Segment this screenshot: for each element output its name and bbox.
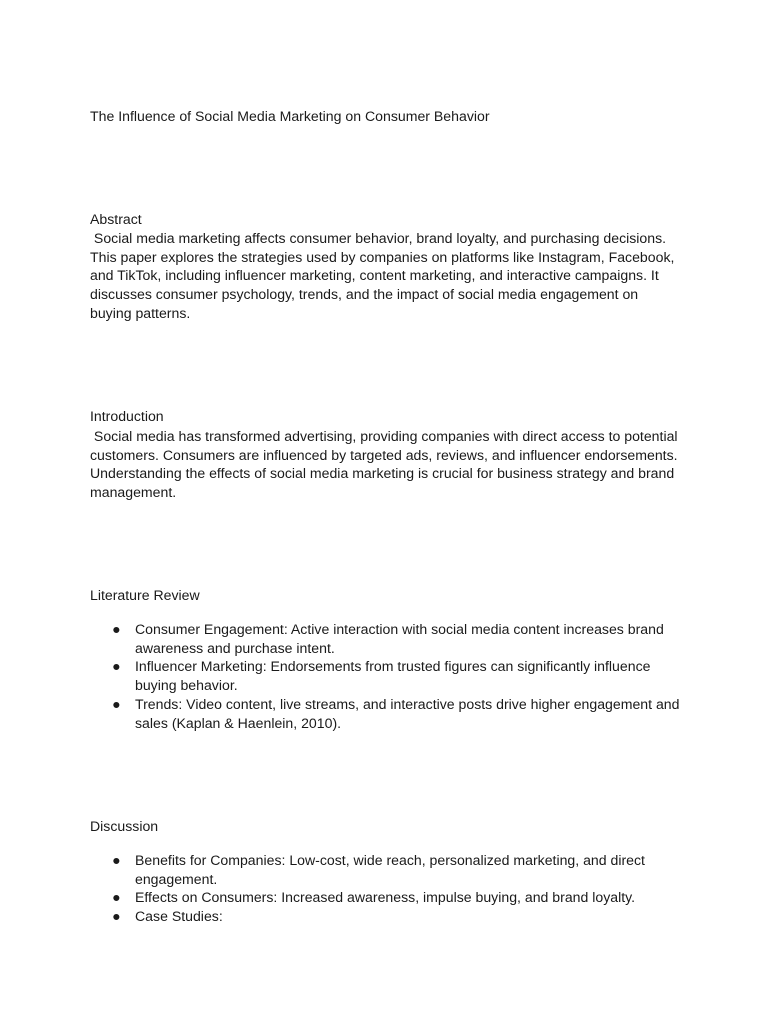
bullet-icon: ●	[112, 908, 121, 925]
abstract-body: Social media marketing affects consumer behavior, brand loyalty, and purchasing decisions. This paper explores the strategies used by companies on platforms like Instagram, Facebook, and TikTok, including influencer marketing, content marketing, and interactive campaigns. It discusses consumer psychology, trends, and the impact of social media engagement on buying patterns.	[90, 230, 679, 321]
introduction-body: Social media has transformed advertising, providing companies with direct access to potential customers. Consumers are influenced by targeted ads, reviews, and influencer endorsements. Understanding the effects of social media marketing is crucial for business strategy and brand management.	[90, 428, 682, 501]
bullet-icon: ●	[112, 658, 121, 675]
list-item	[90, 888, 680, 907]
list-item-text: Consumer Engagement: Active interaction with social media content increases brand awareness and purchase intent.	[135, 621, 664, 656]
list-item	[90, 620, 680, 657]
list-item	[90, 851, 680, 888]
bullet-icon: ●	[112, 621, 121, 637]
bullet-icon: ●	[112, 889, 121, 906]
document-title: The Influence of Social Media Marketing on Consumer Behavior	[90, 108, 490, 124]
list-item-text: Effects on Consumers: Increased awareness, impulse buying, and brand loyalty.	[135, 889, 636, 906]
list-item-text: Trends: Video content, live streams, and interactive posts drive higher engagement and sales (Kaplan & Haenlein, 2010).	[135, 695, 680, 731]
list-item-text: Case Studies:	[135, 908, 223, 925]
list-item	[90, 657, 680, 694]
bullet-icon: ●	[112, 695, 121, 712]
list-item-text: Benefits for Companies: Low-cost, wide reach, personalized marketing, and direct engagement.	[135, 852, 645, 887]
list-item	[90, 695, 680, 732]
literature-review-heading: Literature Review	[90, 587, 200, 603]
discussion-list	[90, 851, 680, 926]
list-item-text: Influencer Marketing: Endorsements from trusted figures can significantly influence buying behavior.	[135, 658, 651, 694]
abstract-heading: Abstract	[90, 211, 142, 227]
discussion-heading: Discussion	[90, 818, 159, 834]
list-item	[90, 907, 680, 926]
bullet-icon: ●	[112, 852, 121, 868]
literature-review-list	[90, 620, 680, 732]
introduction-heading: Introduction	[90, 408, 164, 424]
